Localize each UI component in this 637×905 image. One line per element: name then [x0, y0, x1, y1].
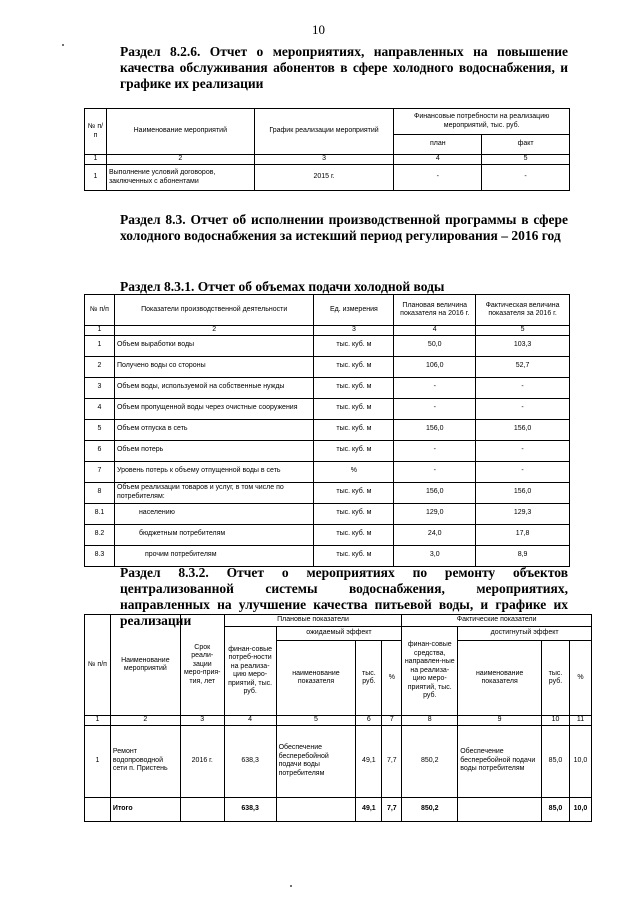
index-cell: 5 — [482, 155, 570, 165]
header-indicator: Показатели производственной деятельности — [114, 295, 314, 326]
header-unit: Ед. измерения — [314, 295, 394, 326]
index-cell: 11 — [569, 716, 591, 726]
table-row: 7 Уровень потерь к объему отпущенной воды в сеть % - - — [85, 461, 570, 482]
table-row: 1 Выполнение условий договоров, заключенных с абонентами 2015 г. - - — [85, 165, 570, 191]
table-row: 1 Ремонт водопроводной сети п. Пристень 2016 г. 638,3 Обеспечение бесперебойной подачи воды потребителям 49,1 7,7 850,2 Обеспечение бесперебойной подачи воды потребителям 85,0 10,0 — [85, 725, 592, 797]
index-cell: 6 — [356, 716, 382, 726]
header-indicator-name: наименование показателя — [276, 641, 356, 716]
header-num: № п/п — [85, 109, 107, 155]
header-name: Наименование мероприятий — [106, 109, 254, 155]
table-826 — [84, 108, 570, 191]
header-expected-effect: ожидаемый эффект — [276, 627, 402, 641]
index-cell: 2 — [110, 716, 180, 726]
header-percent: % — [569, 641, 591, 716]
page-number: 10 — [312, 22, 325, 37]
index-cell: 5 — [276, 716, 356, 726]
header-achieved-effect: достигнутый эффект — [458, 627, 592, 641]
header-actual: Фактические показатели — [402, 615, 592, 627]
table-row: 8.2 бюджетным потребителям тыс. куб. м 24,0 17,8 — [85, 524, 570, 545]
index-cell: 3 — [254, 155, 394, 165]
header-planned: Плановые показатели — [224, 615, 402, 627]
total-row: Итого 638,3 49,1 7,7 850,2 85,0 10,0 — [85, 797, 592, 821]
header-fact-finance: финан-совые средства, направлен-ные на реализа-цию меро-приятий, тыс. руб. — [402, 627, 458, 716]
header-num: № п/п — [85, 615, 111, 716]
index-cell: 5 — [476, 326, 570, 336]
table-row: 8.1 населению тыс. куб. м 129,0 129,3 — [85, 503, 570, 524]
header-thous-rub: тыс. руб. — [356, 641, 382, 716]
index-cell: 1 — [85, 716, 111, 726]
header-num: № п/п — [85, 295, 115, 326]
table-831 — [84, 294, 570, 567]
index-cell: 4 — [224, 716, 276, 726]
index-cell: 9 — [458, 716, 542, 726]
header-percent: % — [382, 641, 402, 716]
table-row: 4 Объем пропущенной воды через очистные сооружения тыс. куб. м - - — [85, 398, 570, 419]
index-cell: 8 — [402, 716, 458, 726]
header-finance: Финансовые потребности на реализацию мероприятий, тыс. руб. — [394, 109, 570, 135]
index-cell: 7 — [382, 716, 402, 726]
header-thous-rub: тыс. руб. — [542, 641, 570, 716]
table-row: 8 Объем реализации товаров и услуг, в том числе по потребителям: тыс. куб. м 156,0 156,0 — [85, 482, 570, 503]
section-832-title: Раздел 8.3.2. Отчет о мероприятиях по ремонту объектов централизованной системы водоснабжения, мероприятиях, направленных на улучшение качества питьевой воды, и графике их реализации — [120, 565, 568, 628]
header-plan: Плановая величина показателя на 2016 г. — [394, 295, 476, 326]
header-term: Срок реали-зации меро-прия-тия, лет — [180, 615, 224, 716]
header-fact: Фактическая величина показателя за 2016 г. — [476, 295, 570, 326]
table-row: 5 Объем отпуска в сеть тыс. куб. м 156,0 156,0 — [85, 419, 570, 440]
section-831-title: Раздел 8.3.1. Отчет об объемах подачи холодной воды — [120, 279, 445, 294]
index-cell: 3 — [180, 716, 224, 726]
table-row: 8.3 прочим потребителям тыс. куб. м 3,0 8,9 — [85, 545, 570, 566]
index-cell: 3 — [314, 326, 394, 336]
section-83-title: Раздел 8.3. Отчет об исполнении производственной программы в сфере холодного водоснабжения за истекший период регулирования – 2016 год — [120, 212, 568, 243]
scan-speck — [62, 44, 64, 46]
header-plan: план — [394, 135, 482, 155]
index-cell: 4 — [394, 326, 476, 336]
header-name: Наименование мероприятий — [110, 615, 180, 716]
scan-speck — [290, 885, 292, 887]
table-row: 2 Получено воды со стороны тыс. куб. м 106,0 52,7 — [85, 356, 570, 377]
index-cell: 1 — [85, 326, 115, 336]
section-826-title: Раздел 8.2.6. Отчет о мероприятиях, направленных на повышение качества обслуживания абонентов в сфере холодного водоснабжения, и графике их реализации — [120, 44, 568, 91]
table-832 — [84, 614, 592, 822]
table-row: 6 Объем потерь тыс. куб. м - - — [85, 440, 570, 461]
index-cell: 2 — [114, 326, 314, 336]
index-cell: 4 — [394, 155, 482, 165]
header-indicator-name: наименование показателя — [458, 641, 542, 716]
header-plan-finance: финан-совые потреб-ности на реализа-цию меро-приятий, тыс. руб. — [224, 627, 276, 716]
index-cell: 1 — [85, 155, 107, 165]
header-fact: факт — [482, 135, 570, 155]
index-cell: 2 — [106, 155, 254, 165]
index-cell: 10 — [542, 716, 570, 726]
header-schedule: График реализации мероприятий — [254, 109, 394, 155]
table-row: 1 Объем выработки воды тыс. куб. м 50,0 103,3 — [85, 335, 570, 356]
table-row: 3 Объем воды, используемой на собственные нужды тыс. куб. м - - — [85, 377, 570, 398]
